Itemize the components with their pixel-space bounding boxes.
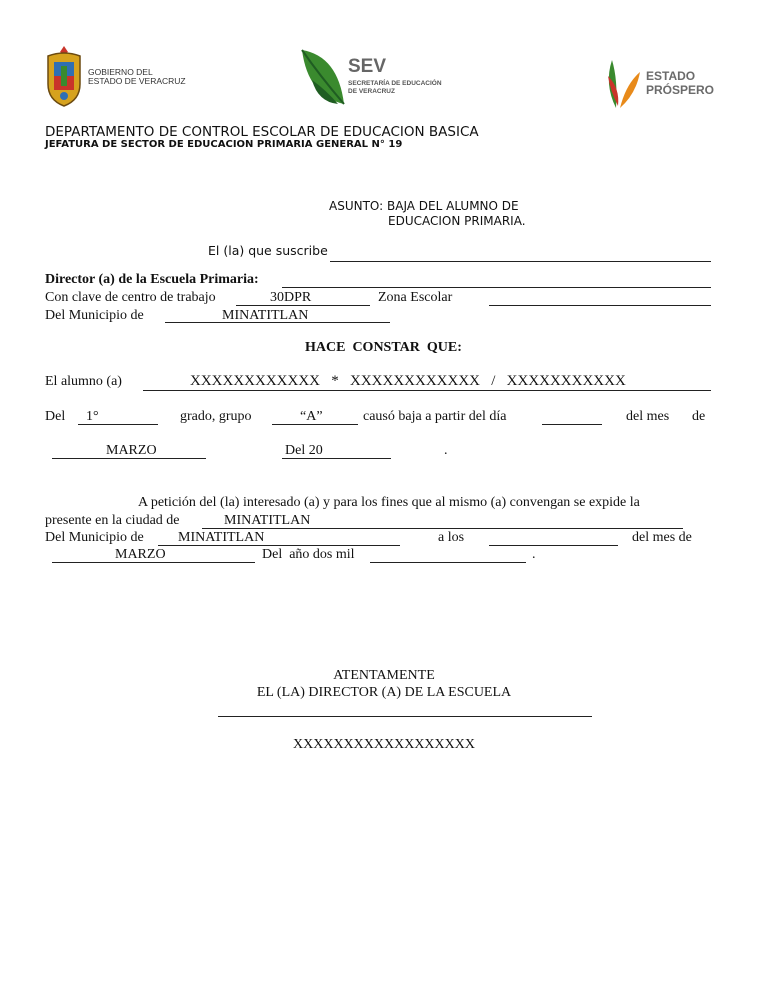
- period-2: .: [532, 547, 536, 562]
- director-label: Director (a) de la Escuela Primaria:: [45, 272, 259, 287]
- grado-value: 1°: [86, 409, 99, 424]
- clave-line: [236, 305, 370, 306]
- grado-label: grado, grupo: [180, 409, 252, 424]
- alumno-line: [143, 390, 711, 391]
- del20-label: Del 20: [285, 443, 323, 458]
- suscribe-label: El (la) que suscribe: [208, 243, 328, 258]
- estado-line2: PRÓSPERO: [646, 83, 715, 97]
- gob-line1: GOBIERNO DEL: [88, 67, 153, 77]
- grupo-line: [272, 424, 358, 425]
- zona-line: [489, 305, 711, 306]
- zona-label: Zona Escolar: [378, 290, 453, 305]
- causo-label: causó baja a partir del día: [363, 409, 507, 424]
- pet-mes-label: del mes de: [632, 530, 692, 545]
- director-line: [282, 287, 711, 288]
- sev-acronym: SEV: [348, 56, 387, 77]
- dia-line: [542, 424, 602, 425]
- veracruz-coat-of-arms-icon: [44, 44, 84, 108]
- suscribe-line: [330, 261, 711, 262]
- anio-line: [282, 458, 391, 459]
- municipio-line: [165, 322, 390, 323]
- sev-line2: DE VERACRUZ: [348, 88, 395, 95]
- pet-anio-line: [370, 562, 526, 563]
- estado-line1: ESTADO: [646, 69, 696, 83]
- pet-mes-line: [52, 562, 255, 563]
- pet-municipio-value: MINATITLAN: [178, 530, 265, 545]
- de-label: de: [692, 409, 706, 424]
- period-1: .: [444, 443, 448, 458]
- estado-prospero-leaf-icon: [602, 54, 642, 110]
- mes-line: [52, 458, 206, 459]
- sev-leaf-icon: [298, 46, 348, 108]
- sev-line1: SECRETARÍA DE EDUCACIÓN: [348, 80, 442, 87]
- ciudad-value: MINATITLAN: [224, 513, 311, 528]
- pet-mes-value: MARZO: [115, 547, 166, 562]
- mes-value: MARZO: [106, 443, 157, 458]
- hace-constar-heading: HACE CONSTAR QUE:: [305, 340, 462, 355]
- document-subtitle: JEFATURA DE SECTOR DE EDUCACION PRIMARIA GENERAL N° 19: [45, 139, 403, 150]
- firma-line: [218, 716, 592, 717]
- grado-line: [78, 424, 158, 425]
- alumno-value: XXXXXXXXXXXX * XXXXXXXXXXXX / XXXXXXXXXXX: [190, 373, 626, 389]
- atentamente: ATENTAMENTE: [333, 668, 435, 683]
- mes-label: del mes: [626, 409, 670, 424]
- anio-label: Del año dos mil: [262, 547, 355, 562]
- pet-municipio-line: [158, 545, 400, 546]
- ciudad-line: [202, 528, 683, 529]
- clave-label: Con clave de centro de trabajo: [45, 290, 216, 305]
- peticion-line1: A petición del (la) interesado (a) y para los fines que al mismo (a) convengan se expide la: [138, 495, 640, 510]
- gob-line2: ESTADO DE VERACRUZ: [88, 76, 186, 86]
- municipio-value: MINATITLAN: [222, 308, 309, 323]
- alos-label: a los: [438, 530, 465, 545]
- pet-municipio-label: Del Municipio de: [45, 530, 144, 545]
- asunto-line1: ASUNTO: BAJA DEL ALUMNO DE: [329, 199, 519, 213]
- grupo-value: “A”: [300, 409, 323, 424]
- alumno-label: El alumno (a): [45, 374, 122, 389]
- del-label: Del: [45, 409, 66, 424]
- alos-line: [489, 545, 618, 546]
- cargo: EL (LA) DIRECTOR (A) DE LA ESCUELA: [256, 685, 512, 700]
- nombre-firma: XXXXXXXXXXXXXXXXXX: [293, 737, 475, 752]
- municipio-label: Del Municipio de: [45, 308, 144, 323]
- document-title: DEPARTAMENTO DE CONTROL ESCOLAR DE EDUCACION BASICA: [45, 124, 479, 140]
- ciudad-label: presente en la ciudad de: [45, 513, 180, 528]
- clave-value: 30DPR: [270, 290, 312, 305]
- asunto-line2: EDUCACION PRIMARIA.: [388, 214, 526, 228]
